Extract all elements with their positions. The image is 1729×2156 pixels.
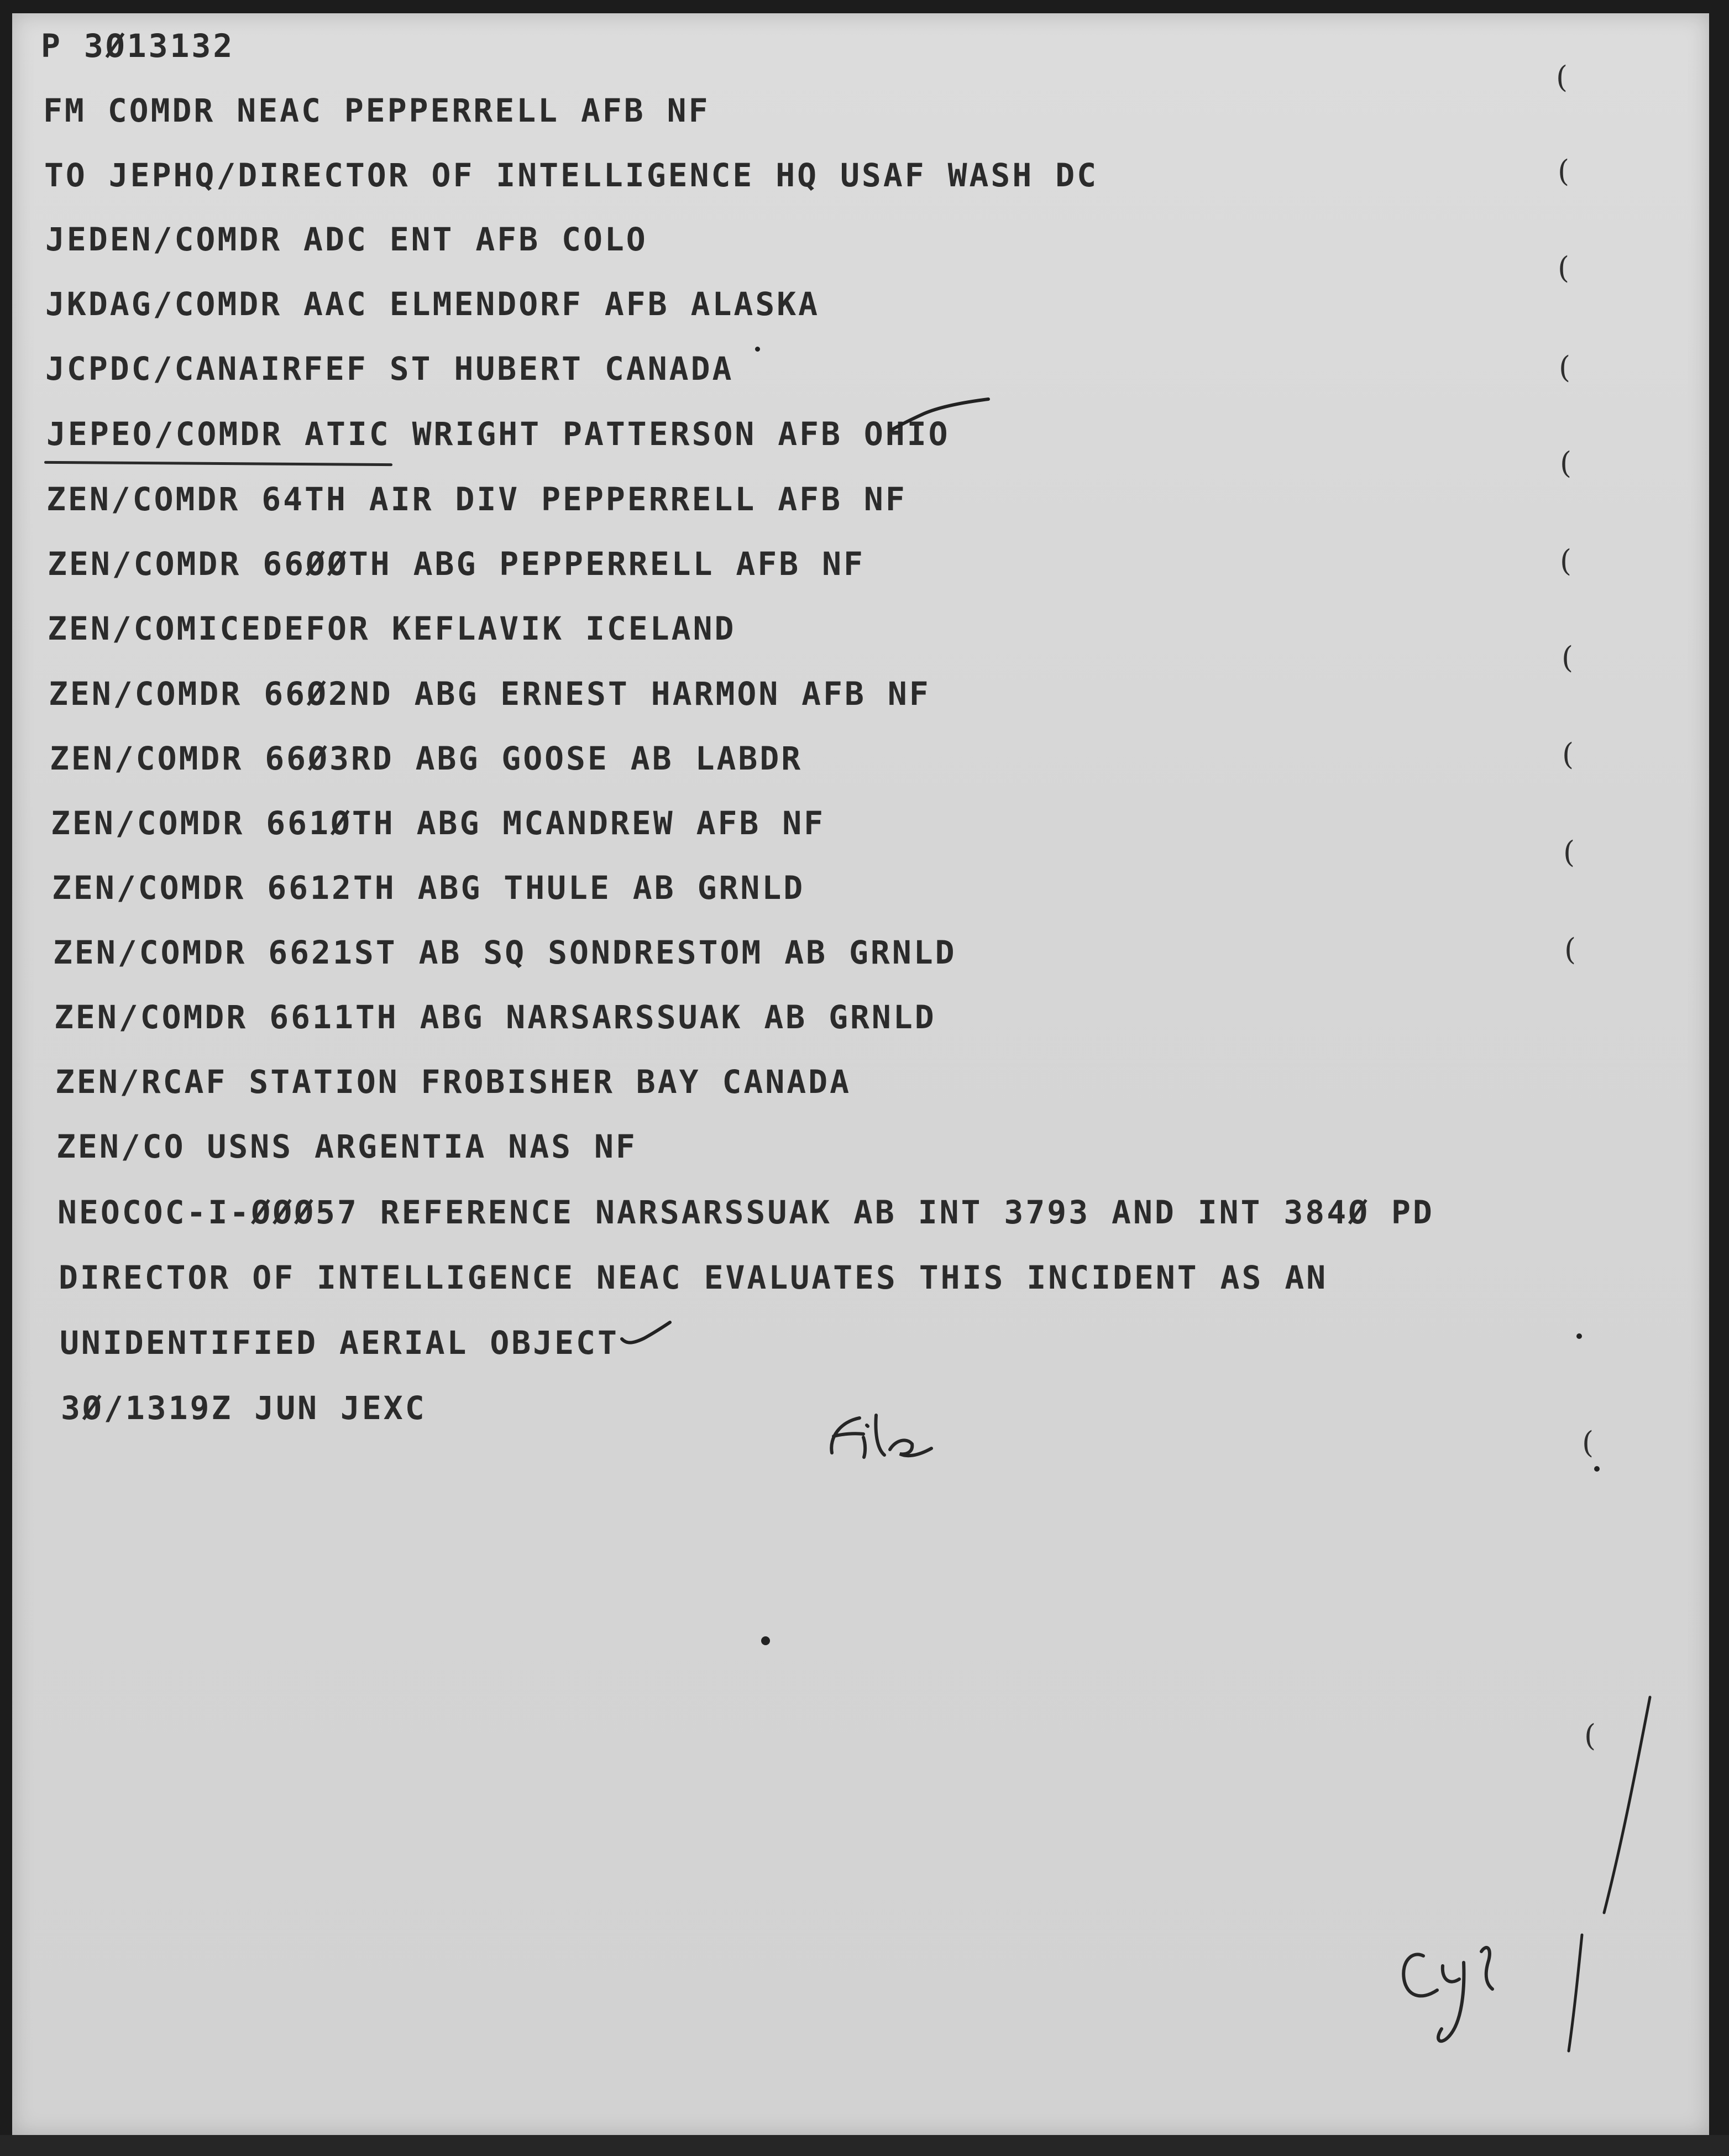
addressee-line: ZEN/COMDR 66Ø2ND ABG ERNEST HARMON AFB NF	[49, 675, 931, 713]
addressee-line: ZEN/COMDR 661ØTH ABG MCANDREW AFB NF	[51, 804, 826, 842]
addressee-line: JEPEO/COMDR ATIC WRIGHT PATTERSON AFB OHIO	[46, 415, 950, 453]
addressee-line: ZEN/COMDR 6611TH ABG NARSARSSUAK AB GRNLD	[54, 998, 936, 1036]
from-line: FM COMDR NEAC PEPPERRELL AFB NF	[43, 92, 710, 129]
margin-mark: (	[1558, 154, 1570, 189]
addressee-line: JEDEN/COMDR ADC ENT AFB COLO	[45, 221, 648, 258]
margin-pen-line	[1604, 1697, 1650, 1913]
to-line: TO JEPHQ/DIRECTOR OF INTELLIGENCE HQ USAF WASH DC	[44, 156, 1099, 194]
margin-mark: (	[1582, 1425, 1594, 1460]
date-time-group-line: 3Ø/1319Z JUN JEXC	[61, 1389, 427, 1427]
check-mark	[891, 399, 988, 430]
addressee-line: ZEN/COMDR 6612TH ABG THULE AB GRNLD	[52, 869, 805, 907]
margin-mark: (	[1560, 543, 1572, 578]
margin-mark: (	[1562, 640, 1574, 675]
addressee-line: ZEN/COMDR 64TH AIR DIV PEPPERRELL AFB NF	[46, 480, 907, 518]
margin-pen-line	[1569, 1935, 1582, 2051]
margin-mark: (	[1558, 250, 1570, 285]
check-mark	[622, 1322, 670, 1343]
message-body-line: UNIDENTIFIED AERIAL OBJECT	[60, 1324, 619, 1362]
addressee-line: JCPDC/CANAIRFEF ST HUBERT CANADA	[45, 350, 734, 388]
margin-mark: (	[1559, 350, 1571, 385]
addressee-line: ZEN/COMDR 66Ø3RD ABG GOOSE AB LABDR	[50, 740, 803, 777]
addressee-line: ZEN/RCAF STATION FROBISHER BAY CANADA	[55, 1063, 852, 1101]
margin-mark: (	[1584, 1718, 1596, 1753]
margin-mark: (	[1563, 835, 1575, 870]
margin-mark: (	[1564, 932, 1576, 967]
addressee-line: ZEN/COMDR 66ØØTH ABG PEPPERRELL AFB NF	[48, 545, 865, 583]
margin-mark: (	[1560, 446, 1572, 480]
addressee-line: ZEN/COMICEDEFOR KEFLAVIK ICELAND	[48, 610, 736, 647]
margin-mark: (	[1562, 737, 1574, 772]
message-body-line: NEOCOC-I-ØØØ57 REFERENCE NARSARSSUAK AB INT 3793 AND INT 384Ø PD	[57, 1194, 1434, 1231]
addressee-line: JKDAG/COMDR AAC ELMENDORF AFB ALASKA	[45, 285, 820, 323]
message-precedence-line: P 3Ø13132	[41, 27, 235, 65]
margin-mark: (	[1556, 60, 1568, 95]
addressee-line: ZEN/CO USNS ARGENTIA NAS NF	[56, 1128, 637, 1165]
addressee-line: ZEN/COMDR 6621ST AB SQ SONDRESTOM AB GRNLD	[53, 934, 957, 971]
message-body-line: DIRECTOR OF INTELLIGENCE NEAC EVALUATES THIS INCIDENT AS AN	[59, 1259, 1328, 1296]
